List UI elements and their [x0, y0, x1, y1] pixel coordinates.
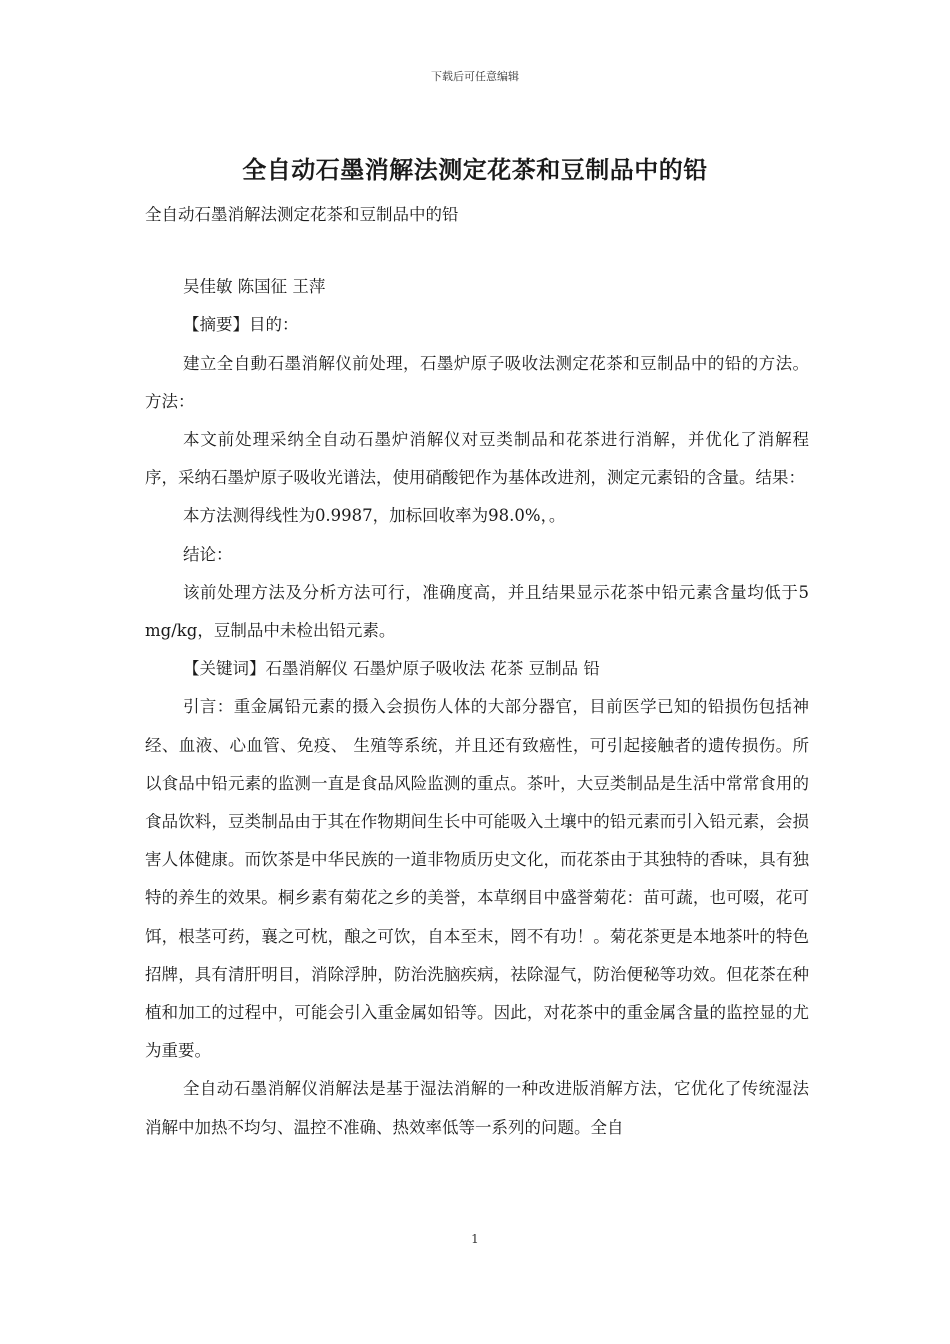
blank-line — [145, 234, 809, 268]
document-title: 全自动石墨消解法测定花茶和豆制品中的铅 — [242, 156, 708, 184]
paragraph-introduction: 引言：重金属铅元素的摄入会损伤人体的大部分器官，目前医学已知的铅损伤包括神经、血液、心血管、免疫、 生殖等系统，并且还有致癌性，可引起接触者的遗传损伤。所以食品中铅元素的监测一直是食品风险监测的重点。茶叶，大豆类制品是生活中常常食用的食品饮料，豆类制品由于其在作物期间生长中可能吸入土壤中的铅元素而引入铅元素，会损害人体健康。而饮茶是中华民族的一道非物质历史文化，而花茶由于其独特的香味，具有独特的养生的效果。桐乡素有菊花之乡的美誉，本草纲目中盛誉菊花：苗可蔬，也可啜，花可饵，根茎可药，襄之可枕，酿之可饮，自本至末，罔不有功！。菊花茶更是本地茶叶的特色招牌，具有清肝明目，消除浮肿，防治洗脑疾病，祛除湿气，防治便秘等功效。但花茶在种植和加工的过程中，可能会引入重金属如铅等。因此，对花茶中的重金属含量的监控显的尤为重要。 — [145, 697, 809, 1061]
paragraph-results: 本方法测得线性为0.9987，加标回收率为98.0%，。 — [182, 506, 566, 526]
page-number: 1 — [471, 1232, 479, 1246]
abstract-label: 【摘要】目的： — [182, 315, 299, 335]
header-note: 下载后可任意编辑 — [431, 70, 519, 83]
keywords: 【关键词】石墨消解仪 石墨炉原子吸收法 花茶 豆制品 铅 — [182, 659, 600, 679]
document-body — [145, 196, 809, 1147]
paragraph-method-intro: 全自动石墨消解仪消解法是基于湿法消解的一种改进版消解方法，它优化了传统湿法消解中加热不均匀、温控不准确、热效率低等一系列的问题。全自 — [145, 1079, 809, 1137]
paragraph-conclusion: 该前处理方法及分析方法可行，准确度高，并且结果显示花茶中铅元素含量均低于5 mg/kg，豆制品中未检出铅元素。 — [145, 582, 809, 641]
conclusion-label: 结论： — [182, 544, 233, 564]
authors: 吴佳敏 陈国征 王萍 — [182, 277, 326, 297]
document-subtitle: 全自动石墨消解法测定花茶和豆制品中的铅 — [145, 205, 459, 224]
paragraph-objective: 建立全自動石墨消解仪前处理，石墨炉原子吸收法测定花茶和豆制品中的铅的方法。方法： — [145, 353, 809, 411]
paragraph-methods: 本文前处理采纳全自动石墨炉消解仪对豆类制品和花茶进行消解，并优化了消解程序，采纳石墨炉原子吸收光谱法，使用硝酸钯作为基体改进剂，测定元素铅的含量。结果： — [145, 430, 809, 488]
